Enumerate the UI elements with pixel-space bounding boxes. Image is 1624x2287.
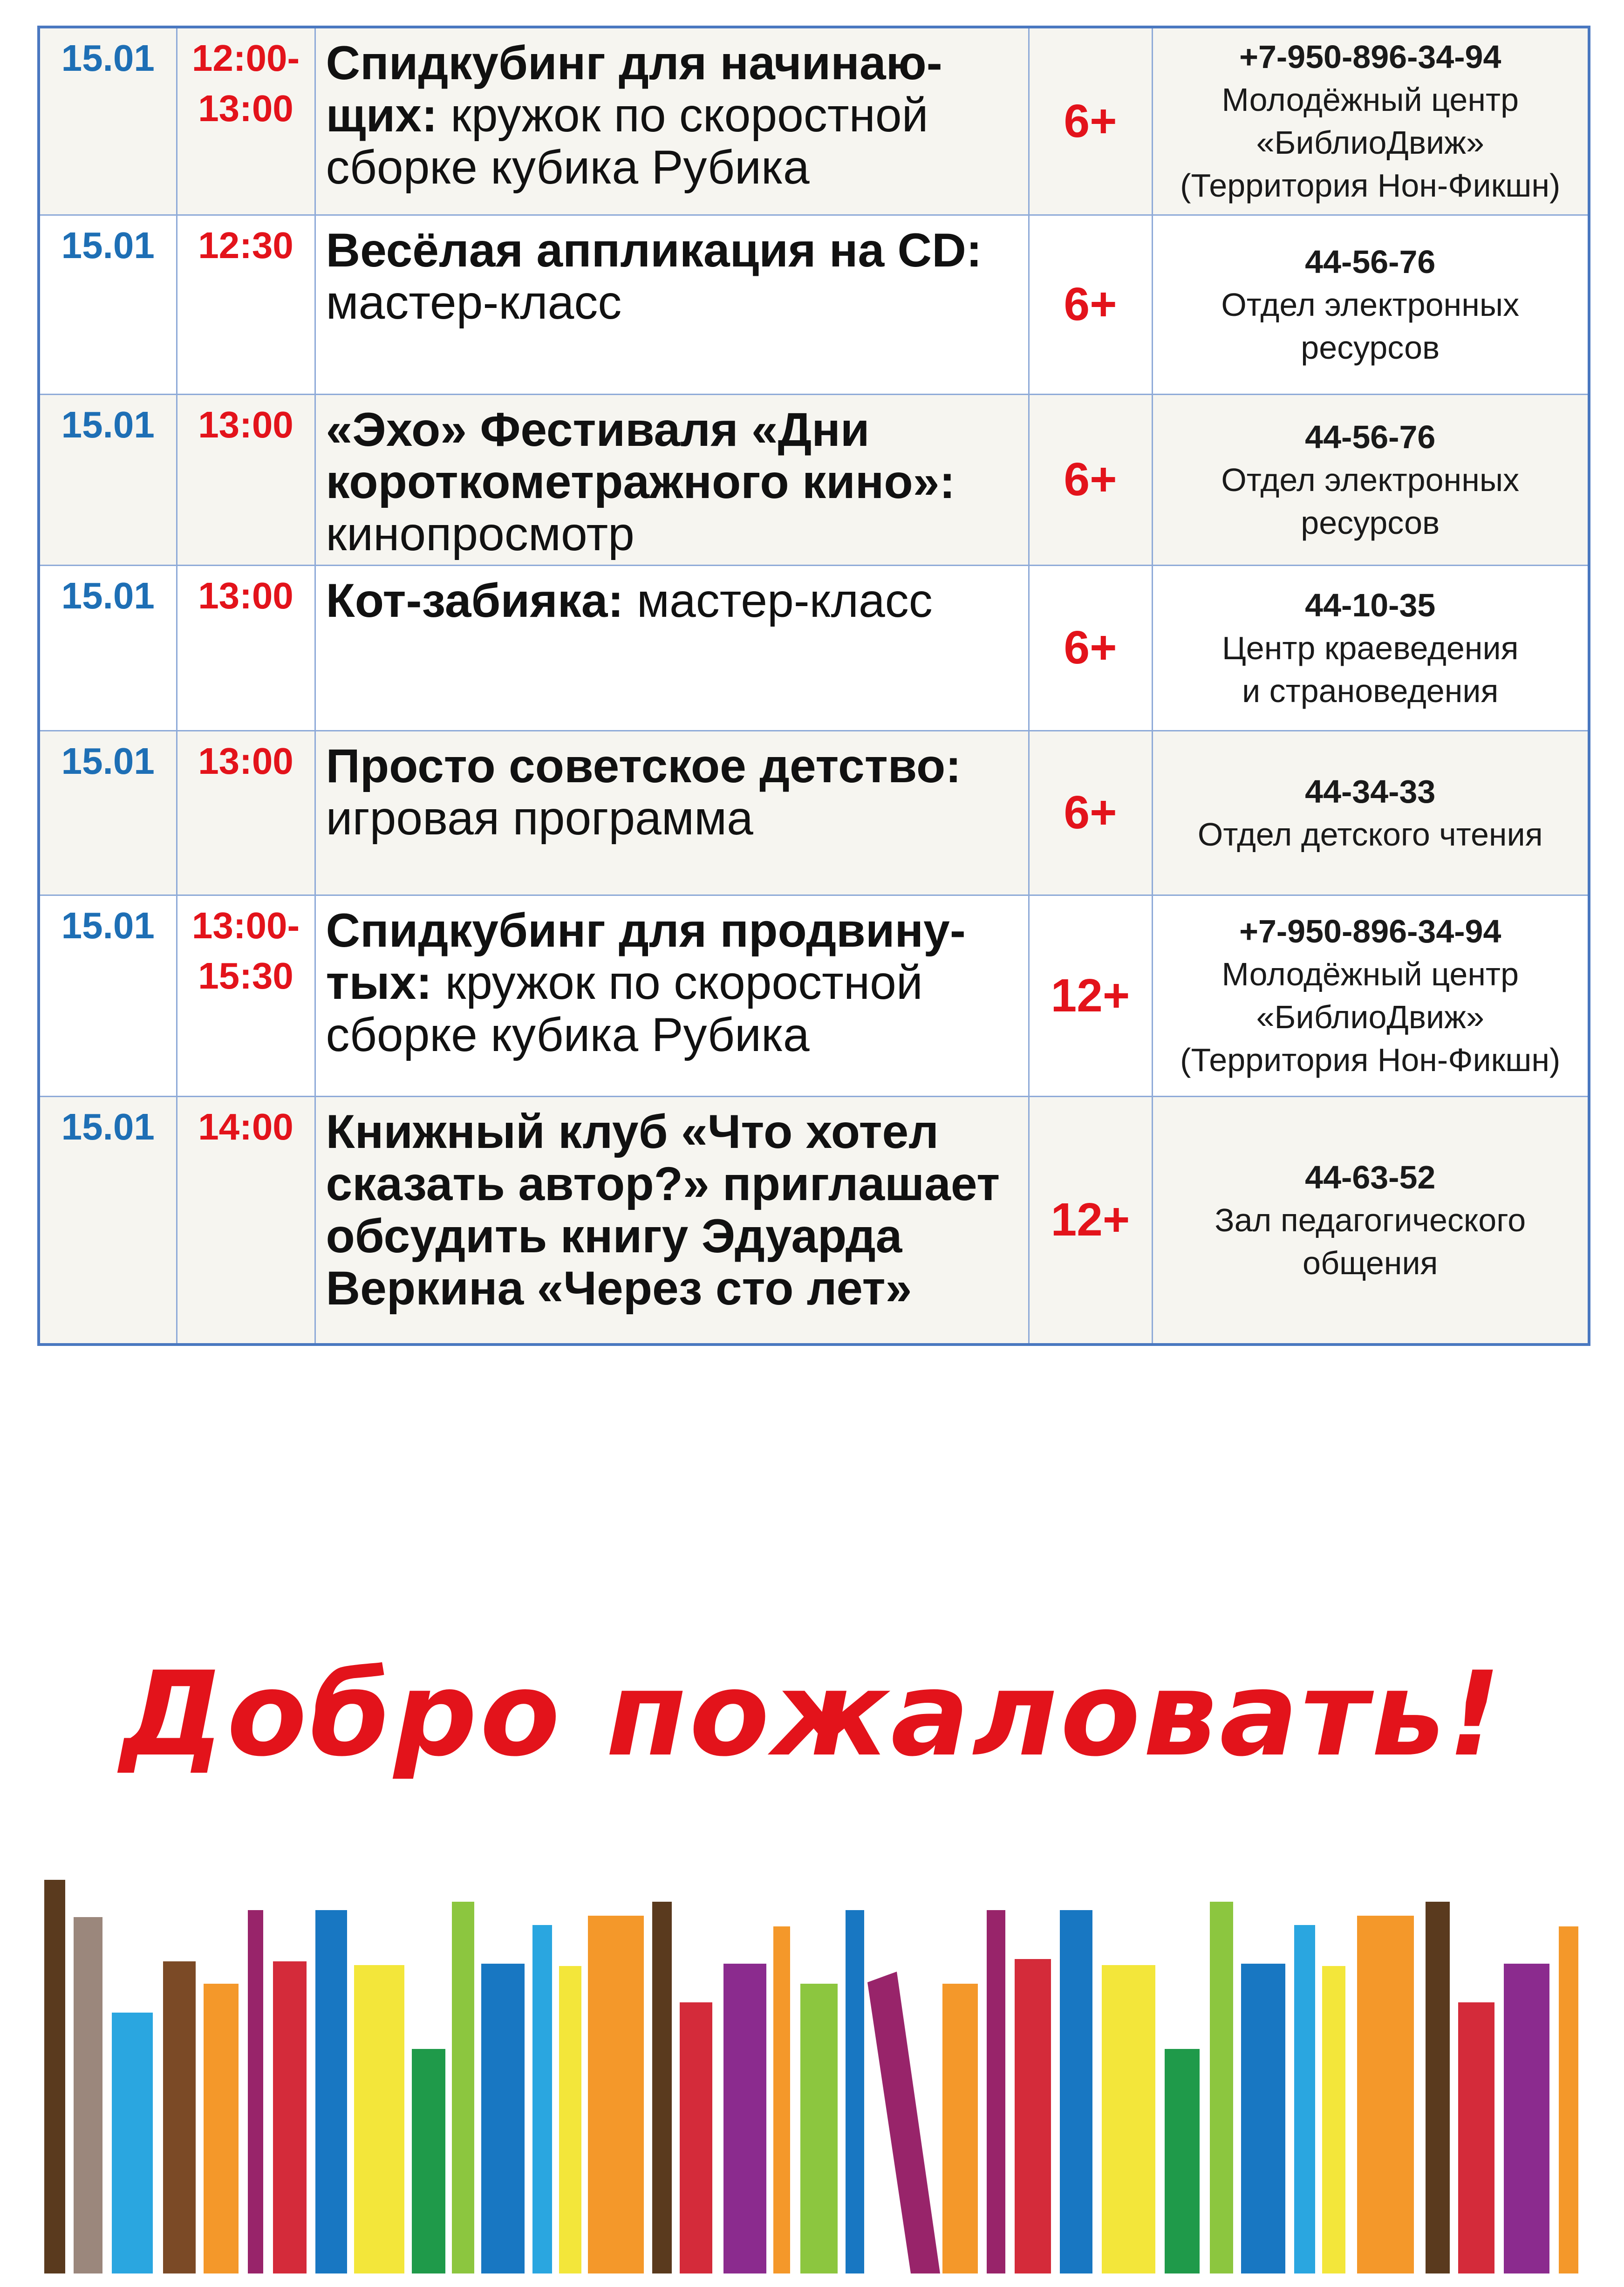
event-title-normal: мастер-класс	[623, 573, 933, 627]
event-title-normal: кружок по скоростной	[437, 89, 928, 142]
age-rating: 6+	[1029, 394, 1152, 565]
book-spine	[1426, 1902, 1450, 2273]
event-title-line	[326, 141, 1020, 193]
event-title-normal: сборке кубика Рубика	[326, 1008, 810, 1061]
book-spine	[248, 1910, 263, 2273]
book-spine	[800, 1984, 838, 2273]
event-title-line	[326, 574, 1020, 627]
event-title-bold: Веркина «Через сто лет»	[326, 1261, 912, 1315]
contact-department: Молодёжный центр «БиблиоДвиж» (Территория Нон-Фикшн)	[1180, 82, 1561, 204]
event-time	[177, 565, 315, 730]
book-spine	[1165, 2049, 1200, 2273]
event-title-line	[326, 456, 1020, 508]
event-title-line	[326, 1009, 1020, 1061]
book-spine	[588, 1916, 644, 2273]
book-spine	[723, 1964, 766, 2273]
book-spine	[1559, 1926, 1578, 2273]
event-time	[177, 730, 315, 895]
welcome-banner: Добро пожаловать!	[120, 1646, 1504, 1782]
event-date: 15.01	[39, 394, 177, 565]
contact-phone: 44-56-76	[1305, 243, 1436, 280]
book-spine	[412, 2049, 445, 2273]
event-title-bold: щих:	[326, 89, 437, 142]
book-spine	[1015, 1959, 1051, 2273]
book-spine	[1357, 1916, 1414, 2273]
events-table	[37, 26, 1590, 1346]
event-row	[39, 730, 1589, 895]
event-row	[39, 895, 1589, 1096]
contact-phone: +7-950-896-34-94	[1239, 39, 1501, 75]
event-time	[177, 215, 315, 394]
age-rating: 6+	[1029, 215, 1152, 394]
contact-department: Отдел электронных ресурсов	[1221, 461, 1520, 541]
book-spine	[1504, 1964, 1549, 2273]
event-time	[177, 394, 315, 565]
event-time-line: 13:00	[198, 403, 293, 445]
event-time-line: 13:00	[198, 88, 293, 129]
book-spine	[112, 2013, 153, 2273]
contact-phone: 44-63-52	[1305, 1159, 1436, 1195]
event-contact	[1152, 730, 1589, 895]
contact-phone: 44-56-76	[1305, 418, 1436, 455]
event-title-line	[326, 792, 1020, 844]
event-title-line	[326, 224, 1020, 276]
book-spine	[1210, 1902, 1233, 2273]
book-spine	[315, 1910, 347, 2273]
event-date: 15.01	[39, 895, 177, 1096]
event-title-line	[326, 1158, 1020, 1210]
event-title-bold: обсудить книгу Эдуарда	[326, 1209, 902, 1263]
contact-department: Молодёжный центр «БиблиоДвиж» (Территория Нон-Фикшн)	[1180, 956, 1561, 1078]
event-title-line	[326, 740, 1020, 792]
contact-phone: 44-10-35	[1305, 587, 1436, 623]
book-spine	[74, 1917, 102, 2273]
event-title-normal: игровая программа	[326, 791, 753, 845]
event-row	[39, 27, 1589, 215]
event-title-bold: тых:	[326, 956, 432, 1009]
event-title	[315, 215, 1029, 394]
event-title-bold: Спидкубинг для продвину-	[326, 903, 966, 957]
event-title-bold: сказать автор?» приглашает	[326, 1157, 1000, 1210]
contact-phone: +7-950-896-34-94	[1239, 913, 1501, 949]
event-contact	[1152, 1096, 1589, 1345]
event-title	[315, 565, 1029, 730]
book-spine	[773, 1926, 790, 2273]
contact-department: Отдел электронных ресурсов	[1221, 286, 1520, 366]
event-title-line	[326, 1262, 1020, 1314]
event-time	[177, 1096, 315, 1345]
leaning-book	[867, 1972, 940, 2273]
book-spine	[1060, 1910, 1092, 2273]
event-date: 15.01	[39, 730, 177, 895]
event-time-line: 13:00	[198, 574, 293, 616]
event-contact	[1152, 394, 1589, 565]
event-title-line	[326, 276, 1020, 328]
event-title-normal: сборке кубика Рубика	[326, 141, 810, 194]
book-spine	[163, 1961, 196, 2273]
event-title-bold: короткометражного кино»:	[326, 455, 955, 508]
event-title-line	[326, 904, 1020, 956]
events-table-body	[39, 27, 1589, 1345]
event-title-line	[326, 1210, 1020, 1262]
event-contact	[1152, 895, 1589, 1096]
event-contact	[1152, 27, 1589, 215]
event-title-normal: кинопросмотр	[326, 507, 635, 560]
age-rating: 12+	[1029, 895, 1152, 1096]
book-spine	[1458, 2002, 1494, 2273]
book-spine	[354, 1965, 404, 2273]
event-title-bold: Книжный клуб «Что хотел	[326, 1105, 939, 1158]
event-title-bold: Просто советское детство:	[326, 739, 962, 792]
event-contact	[1152, 565, 1589, 730]
event-title-bold: Спидкубинг для начинаю-	[326, 36, 942, 89]
book-spine	[1102, 1965, 1155, 2273]
event-title-bold: Весёлая аппликация на CD:	[326, 223, 982, 277]
book-spine	[652, 1902, 672, 2273]
age-rating: 6+	[1029, 730, 1152, 895]
contact-phone: 44-34-33	[1305, 773, 1436, 810]
event-title-normal: кружок по скоростной	[432, 956, 923, 1009]
book-spine	[44, 1880, 65, 2273]
event-title-bold: Кот-забияка:	[326, 573, 624, 627]
book-spine	[680, 2002, 712, 2273]
event-time	[177, 895, 315, 1096]
book-spine	[1294, 1925, 1315, 2273]
book-spine	[1322, 1966, 1345, 2273]
bookshelf-illustration	[0, 1864, 1624, 2287]
event-title-line	[326, 89, 1020, 141]
event-time-line: 12:00-	[191, 37, 300, 79]
event-date: 15.01	[39, 565, 177, 730]
event-title-normal: мастер-класс	[326, 275, 622, 329]
event-title	[315, 27, 1029, 215]
event-title-bold: «Эхо» Фестиваля «Дни	[326, 403, 870, 456]
event-time-line: 14:00	[198, 1106, 293, 1147]
age-rating: 12+	[1029, 1096, 1152, 1345]
event-time-line: 13:00	[198, 740, 293, 782]
contact-department: Отдел детского чтения	[1197, 816, 1543, 853]
event-row	[39, 1096, 1589, 1345]
event-date: 15.01	[39, 215, 177, 394]
event-title	[315, 394, 1029, 565]
event-row	[39, 565, 1589, 730]
contact-department: Центр краеведения и страноведения	[1222, 629, 1519, 709]
event-title	[315, 730, 1029, 895]
book-spine	[846, 1910, 864, 2273]
contact-department: Зал педагогического общения	[1215, 1202, 1526, 1281]
event-time	[177, 27, 315, 215]
event-row	[39, 215, 1589, 394]
book-spine	[942, 1984, 978, 2273]
book-spine	[559, 1966, 581, 2273]
book-spine	[1241, 1964, 1285, 2273]
event-time-line: 13:00-	[191, 904, 300, 946]
event-title-line	[326, 403, 1020, 456]
event-contact	[1152, 215, 1589, 394]
age-rating: 6+	[1029, 27, 1152, 215]
book-spine	[273, 1961, 307, 2273]
event-title-line	[326, 956, 1020, 1009]
event-title	[315, 1096, 1029, 1345]
event-title-line	[326, 508, 1020, 560]
event-time-line: 15:30	[198, 955, 293, 997]
event-title-line	[326, 1106, 1020, 1158]
book-spine	[204, 1984, 239, 2273]
age-rating: 6+	[1029, 565, 1152, 730]
book-spine	[481, 1964, 525, 2273]
event-title	[315, 895, 1029, 1096]
event-title-line	[326, 37, 1020, 89]
event-date: 15.01	[39, 27, 177, 215]
book-spine	[532, 1925, 552, 2273]
book-spine	[452, 1902, 474, 2273]
book-spine	[987, 1910, 1005, 2273]
event-date: 15.01	[39, 1096, 177, 1345]
event-time-line: 12:30	[198, 224, 293, 266]
event-row	[39, 394, 1589, 565]
